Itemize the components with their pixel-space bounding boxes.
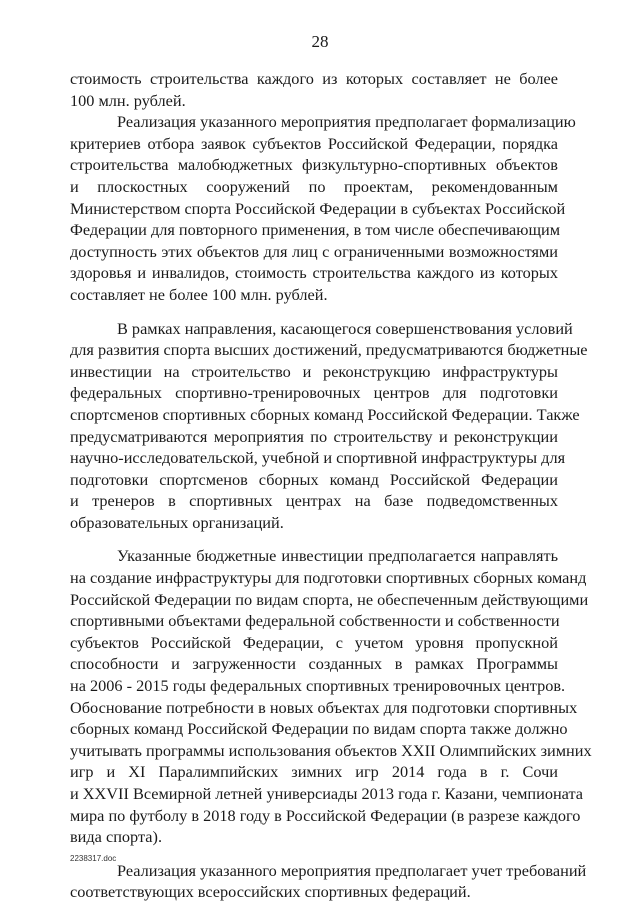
text-line: спортивными объектами федеральной собственности и собственности [70, 611, 560, 631]
text-line: и тренеров в спортивных центрах на базе подведомственных [70, 491, 558, 511]
text-line: спортсменов спортивных сборных команд Российской Федерации. Также [70, 404, 580, 424]
text-line: Обоснование потребности в новых объектах для подготовки спортивных [70, 697, 578, 717]
text-line: 100 млн. рублей. [70, 90, 186, 110]
text-line: В рамках направления, касающегося совершенствования условий [117, 318, 573, 338]
text-line: федеральных спортивно-тренировочных центров для подготовки [70, 383, 558, 403]
text-line: на создание инфраструктуры для подготовки спортивных сборных команд [70, 568, 587, 588]
text-line: составляет не более 100 млн. рублей. [70, 284, 328, 304]
text-line: инвестиции на строительство и реконструкцию инфраструктуры [70, 361, 558, 381]
text-line: и плоскостных сооружений по проектам, рекомендованным [70, 176, 558, 196]
text-line: предусматриваются мероприятия по строительству и реконструкции [70, 426, 558, 446]
text-line: способности и загруженности созданных в рамках Программы [70, 654, 558, 674]
text-line: доступность этих объектов для лиц с ограниченными возможностями [70, 241, 558, 261]
text-line: на 2006 - 2015 годы федеральных спортивных тренировочных центров. [70, 676, 566, 696]
text-line: критериев отбора заявок субъектов Российской Федерации, порядка [70, 133, 558, 153]
text-line: вида спорта). [70, 827, 163, 847]
text-line: научно-исследовательской, учебной и спортивной инфраструктуры для [70, 448, 566, 468]
text-line: подготовки спортсменов сборных команд Российской Федерации [70, 469, 558, 489]
text-line: строительства малобюджетных физкультурно-спортивных объектов [70, 155, 558, 175]
text-line: Федерации для повторного применения, в том числе обеспечивающим [70, 220, 561, 240]
page-number: 28 [311, 32, 329, 51]
text-line: Министерством спорта Российской Федерации в субъектах Российской [70, 198, 566, 218]
text-line: Реализация указанного мероприятия предполагает формализацию [117, 112, 576, 132]
paragraph-5 [70, 860, 587, 903]
text-line: стоимость строительства каждого из которых составляет не более [70, 69, 558, 88]
text-line: Реализация указанного мероприятия предполагает учет требований [117, 860, 587, 880]
paragraph-4 [70, 545, 592, 847]
text-line: соответствующих всероссийских спортивных федераций. [70, 882, 471, 902]
text-line: игр и XI Паралимпийских зимних игр 2014 года в г. Сочи [70, 762, 558, 782]
text-line: Указанные бюджетные инвестиции предполагается направлять [117, 546, 558, 566]
paragraph-3 [70, 318, 588, 534]
text-line: образовательных организаций. [70, 512, 284, 532]
document-body [70, 68, 592, 903]
paragraph-1 [70, 68, 558, 111]
text-line: для развития спорта высших достижений, предусматриваются бюджетные [70, 340, 588, 360]
text-line: учитывать программы использования объектов XXII Олимпийских зимних [70, 740, 592, 760]
text-line: субъектов Российской Федерации, с учетом уровня пропускной [70, 632, 558, 652]
paragraph-2 [70, 111, 576, 305]
text-line: Российской Федерации по видам спорта, не обеспеченным действующими [70, 589, 589, 609]
text-line: и XXVII Всемирной летней универсиады 2013 года г. Казани, чемпионата [70, 784, 584, 803]
file-name-footer: 2238317.doc [70, 854, 117, 863]
text-line: сборных команд Российской Федерации по видам спорта также должно [70, 719, 568, 739]
text-line: мира по футболу в 2018 году в Российской Федерации (в разрезе каждого [70, 805, 581, 825]
text-line: здоровья и инвалидов, стоимость строительства каждого из которых [70, 263, 558, 283]
